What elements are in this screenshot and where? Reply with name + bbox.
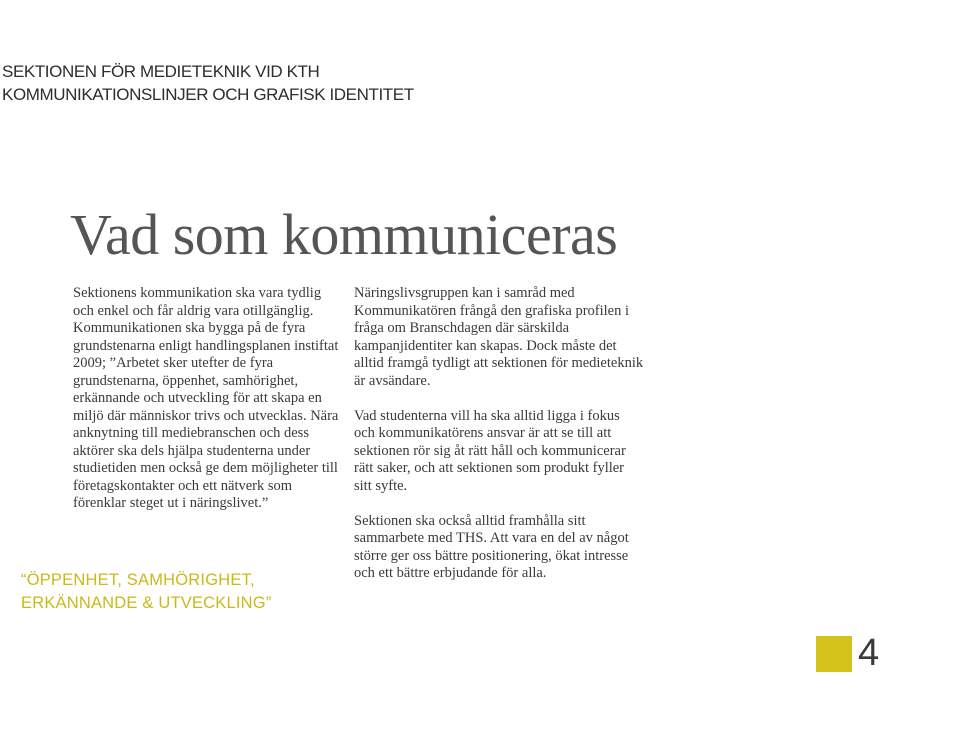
header-line-2: KOMMUNIKATIONSLINJER OCH GRAFISK IDENTITET	[2, 85, 414, 104]
page-title: Vad som kommuniceras	[70, 202, 618, 267]
document-header	[2, 60, 414, 106]
pull-quote-line-1: “ÖPPENHET, SAMHÖRIGHET,	[21, 571, 255, 589]
right-paragraph-2: Vad studenterna vill ha ska alltid ligga i fokus och kommunikatörens ansvar är att se till att sektionen rör sig åt rätt håll och kommunicerar rätt saker, och att sektionen som produkt fyller sitt syfte.	[354, 407, 626, 494]
page-number: 4	[858, 632, 880, 674]
right-paragraph-3: Sektionen ska också alltid framhålla sitt sammarbete med THS. Att vara en del av något större ger oss bättre positionering, ökat intresse och ett bättre erbjudande för alla.	[354, 512, 629, 581]
right-column	[354, 285, 644, 600]
header-line-1: SEKTIONEN FÖR MEDIETEKNIK VID KTH	[2, 62, 320, 81]
pull-quote	[21, 569, 272, 615]
pull-quote-line-2: ERKÄNNANDE & UTVECKLING”	[21, 594, 272, 612]
left-body-paragraph: Sektionens kommunikation ska vara tydlig och enkel och får aldrig vara otillgänglig. Kommunikationen ska bygga på de fyra grundstenarna enligt handlingsplanen instiftat 2009; ”Arbetet sker utefter de fyra grundstenarna, öppenhet, samhörighet, erkännande och utveckling för att skapa en miljö där människor trivs och utvecklas. Nära anknytning till mediebranschen och dess aktörer ska dels hjälpa studenterna under studietiden men också ge dem möjligheter till företagskontakter och ett nätverk som förenklar steget ut i näringslivet.”	[73, 285, 339, 511]
right-paragraph-1: Näringslivsgruppen kan i samråd med Kommunikatören frångå den grafiska profilen i fråga om Branschdagen där särskilda kampanjidentiter kan skapas. Dock måste det alltid framgå tydligt att sektionen för medieteknik är avsändare.	[354, 285, 644, 389]
page-number-square	[816, 636, 852, 672]
left-column	[73, 285, 345, 513]
